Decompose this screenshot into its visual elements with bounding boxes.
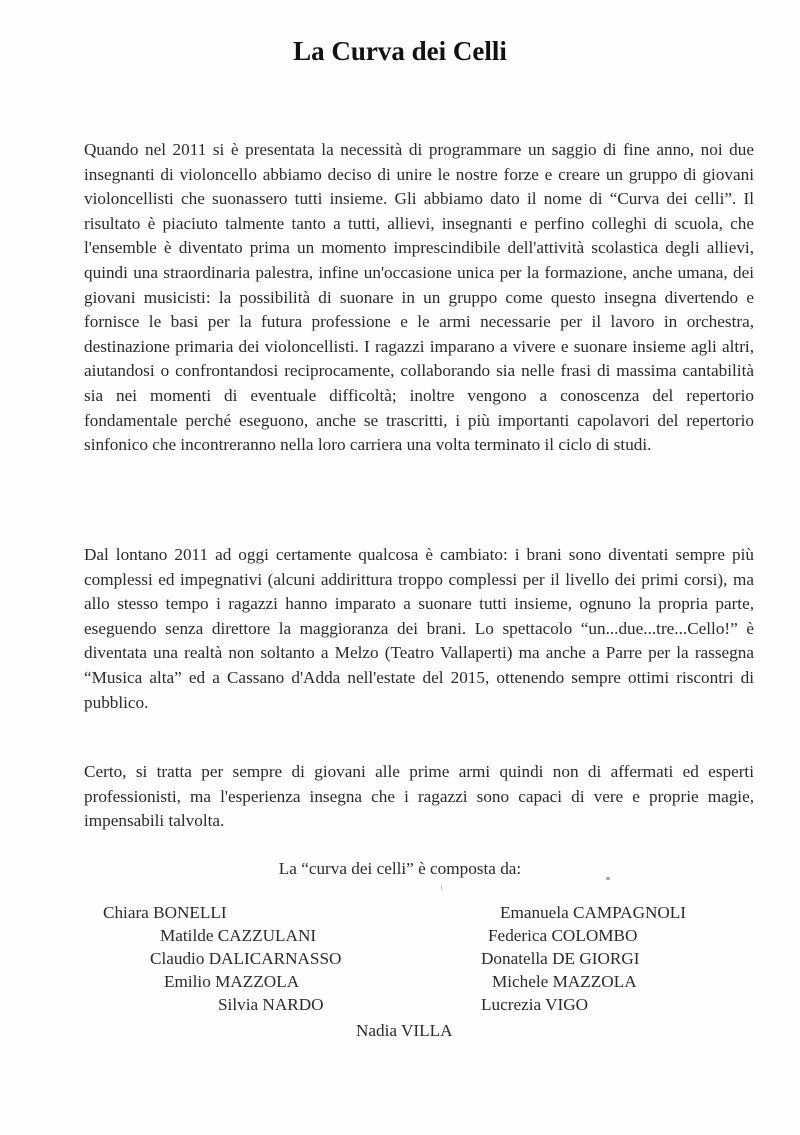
scan-speck [441,885,442,890]
member-name: Matilde CAZZULANI [160,926,317,945]
member-name: Lucrezia VIGO [481,995,589,1014]
member-name: Silvia NARDO [218,995,324,1014]
member-name: Donatella DE GIORGI [481,949,640,968]
member-name: Michele MAZZOLA [492,972,637,991]
paragraph-closing: Certo, si tratta per sempre di giovani alle prime armi quindi non di affermati ed esperti professionisti, ma l'esperienza insegna che i ragazzi sono capaci di vere e proprie magie, impensabili talvolta. [84,762,754,831]
members-heading: La “curva dei celli” è composta da: [278,859,522,878]
member-name: Federica COLOMBO [488,926,638,945]
member-name: Chiara BONELLI [103,903,227,922]
page-title: La Curva dei Celli [293,36,507,66]
member-name: Emanuela CAMPAGNOLI [500,903,687,922]
paragraph-history: Dal lontano 2011 ad oggi certamente qualcosa è cambiato: i brani sono diventati sempre più complessi ed impegnativi (alcuni addirittura troppo complessi per il livello dei primi corsi), ma allo stesso tempo i ragazzi hanno imparato a suonare tutti insieme, ognuno la propria parte, eseguendo senza direttore la maggioranza dei brani. Lo spettacolo “un...due...tre...Cello!” è diventata una realtà non soltanto a Melzo (Teatro Vallaperti) ma anche a Parre per la rassegna “Musica alta” ed a Cassano d'Adda nell'estate del 2015, ottenendo sempre ottimi riscontri di pubblico. [84,545,754,712]
paragraph-intro: Quando nel 2011 si è presentata la necessità di programmare un saggio di fine anno, noi due insegnanti di violoncello abbiamo deciso di unire le nostre forze e creare un gruppo di giovani violoncellisti che suonassero tutti insieme. Gli abbiamo dato il nome di “Curva dei celli”. Il risultato è piaciuto talmente tanto a tutti, allievi, insegnanti e perfino colleghi di scuola, che l'ensemble è diventato prima un momento imprescindibile dell'attività scolastica degli allievi, quindi una straordinaria palestra, infine un'occasione unica per la formazione, anche umana, dei giovani musicisti: la possibilità di suonare in un gruppo come questo insegna divertendo e fornisce le basi per la futura professione e le armi necessarie per il lavoro in orchestra, destinazione primaria dei violoncellisti. I ragazzi imparano a vivere e suonare insieme agli altri, aiutandosi o confrontandosi reciprocamente, collaborando sia nelle frasi di massima cantabilità sia nei momenti di eventuale difficoltà; inoltre vengono a conoscenza del repertorio fondamentale perché eseguono, anche se trascritti, i più importanti capolavori del repertorio sinfonico che incontreranno nella loro carriera una volta terminato il ciclo di studi. [84,140,754,455]
member-name: Claudio DALICARNASSO [150,949,342,968]
member-name: Nadia VILLA [356,1021,453,1040]
scan-speck [606,877,610,880]
member-name: Emilio MAZZOLA [164,972,300,991]
